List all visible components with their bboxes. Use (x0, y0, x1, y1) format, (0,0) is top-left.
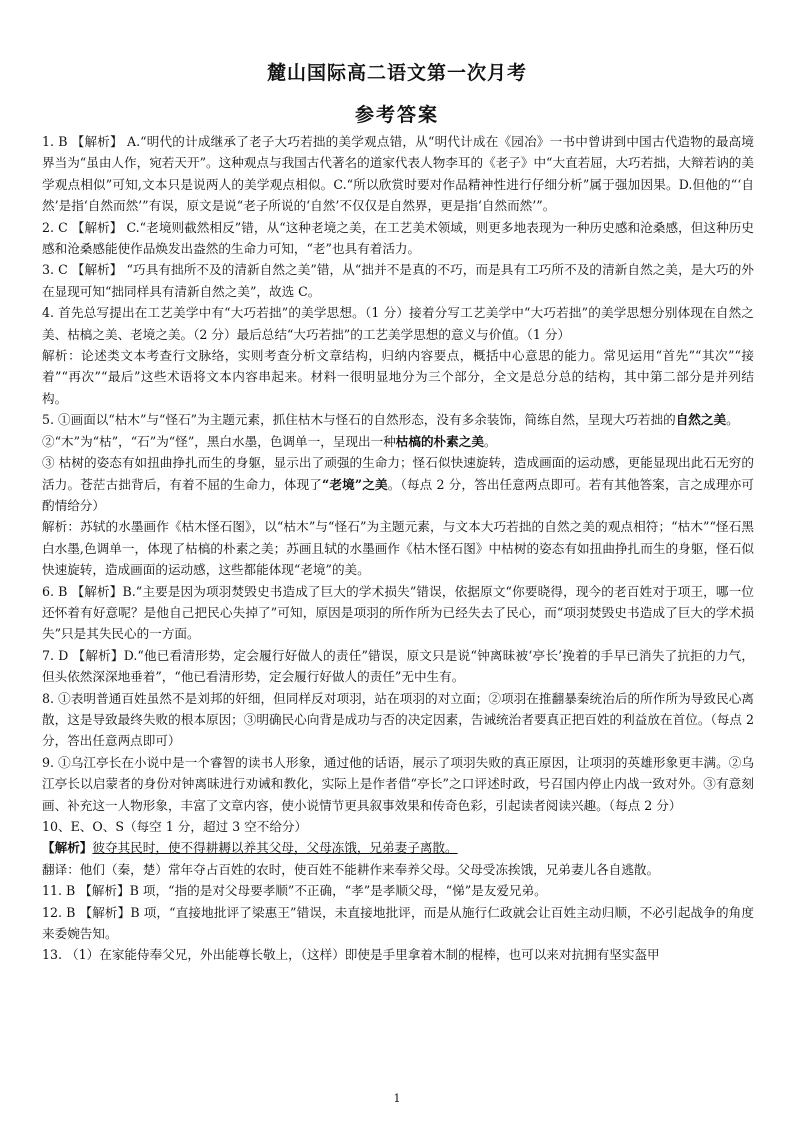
q10-analysis-text: 彼夺其民时，使不得耕耨以养其父母，父母冻饿，兄弟妻子离散。 (92, 840, 458, 856)
answer-content (42, 131, 754, 966)
q5-point1-text: 5. ①画面以“枯木”与“怪石”为主题元素，抓住枯木与怪石的自然形态，没有多余装饰，简练自然，呈现大巧若拙的 (42, 412, 676, 428)
q5-point1-keyword: 自然之美 (675, 412, 727, 428)
answer-q2: 2. C 【解析】 C.“老境则截然相反”错，从“这种老境之美，在工艺美术领域，则更多地表现为一种历史感和沧桑感，但这种历史感和沧桑感能使作品焕发出盎然的生命力可知，“老”也具有着活力。 (42, 219, 754, 257)
answer-q10-analysis (42, 837, 754, 858)
answer-q6: 6. B 【解析】B.“主要是因为项羽焚毁史书造成了巨大的学术损失”错误，依据原文“你要晓得，现今的老百姓对于项王，哪一位还怀着有好意呢？是他自己把民心失掉了”可知，原因是项羽的所作所为已经失去了民心，而“项羽焚毁史书造成了巨大的学术损失”只是其失民心的一方面。 (42, 583, 754, 642)
answer-q3: 3. C 【解析】 “巧具有拙所不及的清新自然之美”错，从“拙并不是真的不巧，而是具有工巧所不及的清新自然之美，是大巧的外在显现可知“拙同样具有清新自然之美”，故选 C。 (42, 262, 754, 299)
q5-point1-end: 。 (726, 412, 739, 428)
answer-q8: 8. ①表明普通百姓虽然不是刘邦的奸细，但同样反对项羽，站在项羽的对立面；②项羽在推翻暴秦统治后的所作所为导致民心离散，这是导致最终失败的根本原因；③明确民心向背是成功与否的决定因素，告诫统治者要真正把百姓的利益放在首位。（每点 2 分，答出任意两点即可） (42, 690, 754, 749)
answer-q4: 4. 首先总写提出在工艺美学中有“大巧若拙”的美学思想。（1 分）接着分写工艺美学中“大巧若拙”的美学思想分别体现在自然之美、枯槁之美、老境之美。（2 分）最后总结“大巧若拙”的工艺美学思想的意义与价值。（1 分） (42, 305, 754, 342)
page-number: 1 (393, 1092, 401, 1105)
q5-point3-end: 。（每点 2 分，答出任意两点即可。若有其他答案，言之成理亦可酌情给分） (42, 476, 754, 513)
answer-q9: 9. ①乌江亭长在小说中是一个睿智的读书人形象，通过他的话语，展示了项羽失败的真正原因，让项羽的英雄形象更丰满。②乌江亭长以启蒙者的身份对钟离昧进行劝诫和教化，实际上是作者借“亭长”之口评述时政，号召国内停止内战一致对外。③有意刻画、补充这一人物形象，丰富了文章内容，使小说情节更具叙事效果和传奇色彩，引起读者阅读兴趣。（每点 2 分） (42, 754, 754, 813)
answer-q7: 7. D 【解析】D.“他已看清形势，定会履行好做人的责任”错误，原文只是说“钟离昧被‘亭长’挽着的手早已消失了抗拒的力气，但头依然深深地垂着”，“他已看清形势，定会履行好做人的责任”无中生有。 (42, 647, 754, 685)
answer-q5-point2 (42, 431, 754, 452)
q5-point2-keyword: 枯槁的朴素之美 (395, 433, 484, 449)
answer-q5-analysis: 解析：苏轼的水墨画作《枯木怪石图》，以“枯木”与“怪石”为主题元素，与文本大巧若拙的自然之美的观点相符；“枯木”“怪石黑白水墨,色调单一，体现了枯槁的朴素之美；苏画且轼的水墨画作《枯木怪石图》中枯树的姿态有如扭曲挣扎而生的身躯，怪石似快速旋转，造成画面的运动感，这些都能体现“老境”的美。 (42, 519, 754, 578)
answer-q4-analysis: 解析：论述类文本考查行文脉络，实则考查分析文章结构，归纳内容要点，概括中心意思的能力。常见运用“首先”“其次”“接着”“再次”“最后”这些术语将文本内容串起来。材料一很明显地分为三个部分，全文是总分总的结构，其中第二部分是并列结构。 (42, 348, 754, 406)
answer-q13: 13. （1）在家能侍奉父兄，外出能尊长敬上，（这样）即使是手里拿着木制的棍棒，也可以来对抗拥有坚实盔甲 (42, 947, 660, 963)
answer-q10: 10、E、O、S（每空 1 分，超过 3 空不给分） (42, 819, 308, 834)
answer-q10-translation: 翻译：他们（秦，楚）常年夺占百姓的农时，使百姓不能耕作来奉养父母。父母受冻挨饿，兄弟妻儿各自逃散。 (42, 861, 660, 877)
q5-point3-text: ③ 枯树的姿态有如扭曲挣扎而生的身躯，显示出了顽强的生命力；怪石似快速旋转，造成画面的运动感，更能显现出此石无穷的活力。苍茫古拙背后，有着不屈的生命力，体现了 (42, 455, 754, 492)
q5-point3-keyword: “老境”之美 (322, 476, 388, 492)
answer-q1: 1. B 【解析】 A.“明代的计成继承了老子大巧若拙的美学观点错，从“明代计成在《园冶》一书中曾讲到中国古代造物的最高境界当为“虽由人作，宛若天开”。这种观点与我国古代著名的道家代表人物李耳的《老子》中“大直若屈，大巧若拙，大辩若讷的美学观点相似”可知,文本只是说两人的美学观点相似。C.“所以欣赏时要对作品精神性进行仔细分析”属于强加因果。D.但他的“‘自然’是指‘自然而然’”有误，原文是说“老子所说的‘自然’不仅仅是自然界，更是指‘自然而然’”。 (42, 134, 754, 214)
answer-q5-point3 (42, 452, 754, 516)
answer-q12: 12. B 【解析】B 项，“直接地批评了梁惠王”错误，未直接地批评，而是从施行仁政就会让百姓主动归顺，不必引起战争的角度来委婉告知。 (42, 904, 754, 942)
page-subtitle: 参考答案 (354, 104, 439, 126)
page-title: 麓山国际高二语文第一次月考 (266, 62, 527, 84)
answer-q5-point1 (42, 409, 754, 430)
answer-q11: 11. B 【解析】B 项，“指的是对父母要孝顺”不正确，“孝”是孝顺父母，“悌”是友爱兄弟。 (42, 883, 547, 899)
q10-analysis-label: 【解析】 (42, 840, 93, 856)
q5-point2-text: ②“木”为“枯”，“石”为“怪”，黑白水墨，色调单一，呈现出一种 (42, 433, 396, 449)
q5-point2-end: 。 (483, 433, 497, 449)
